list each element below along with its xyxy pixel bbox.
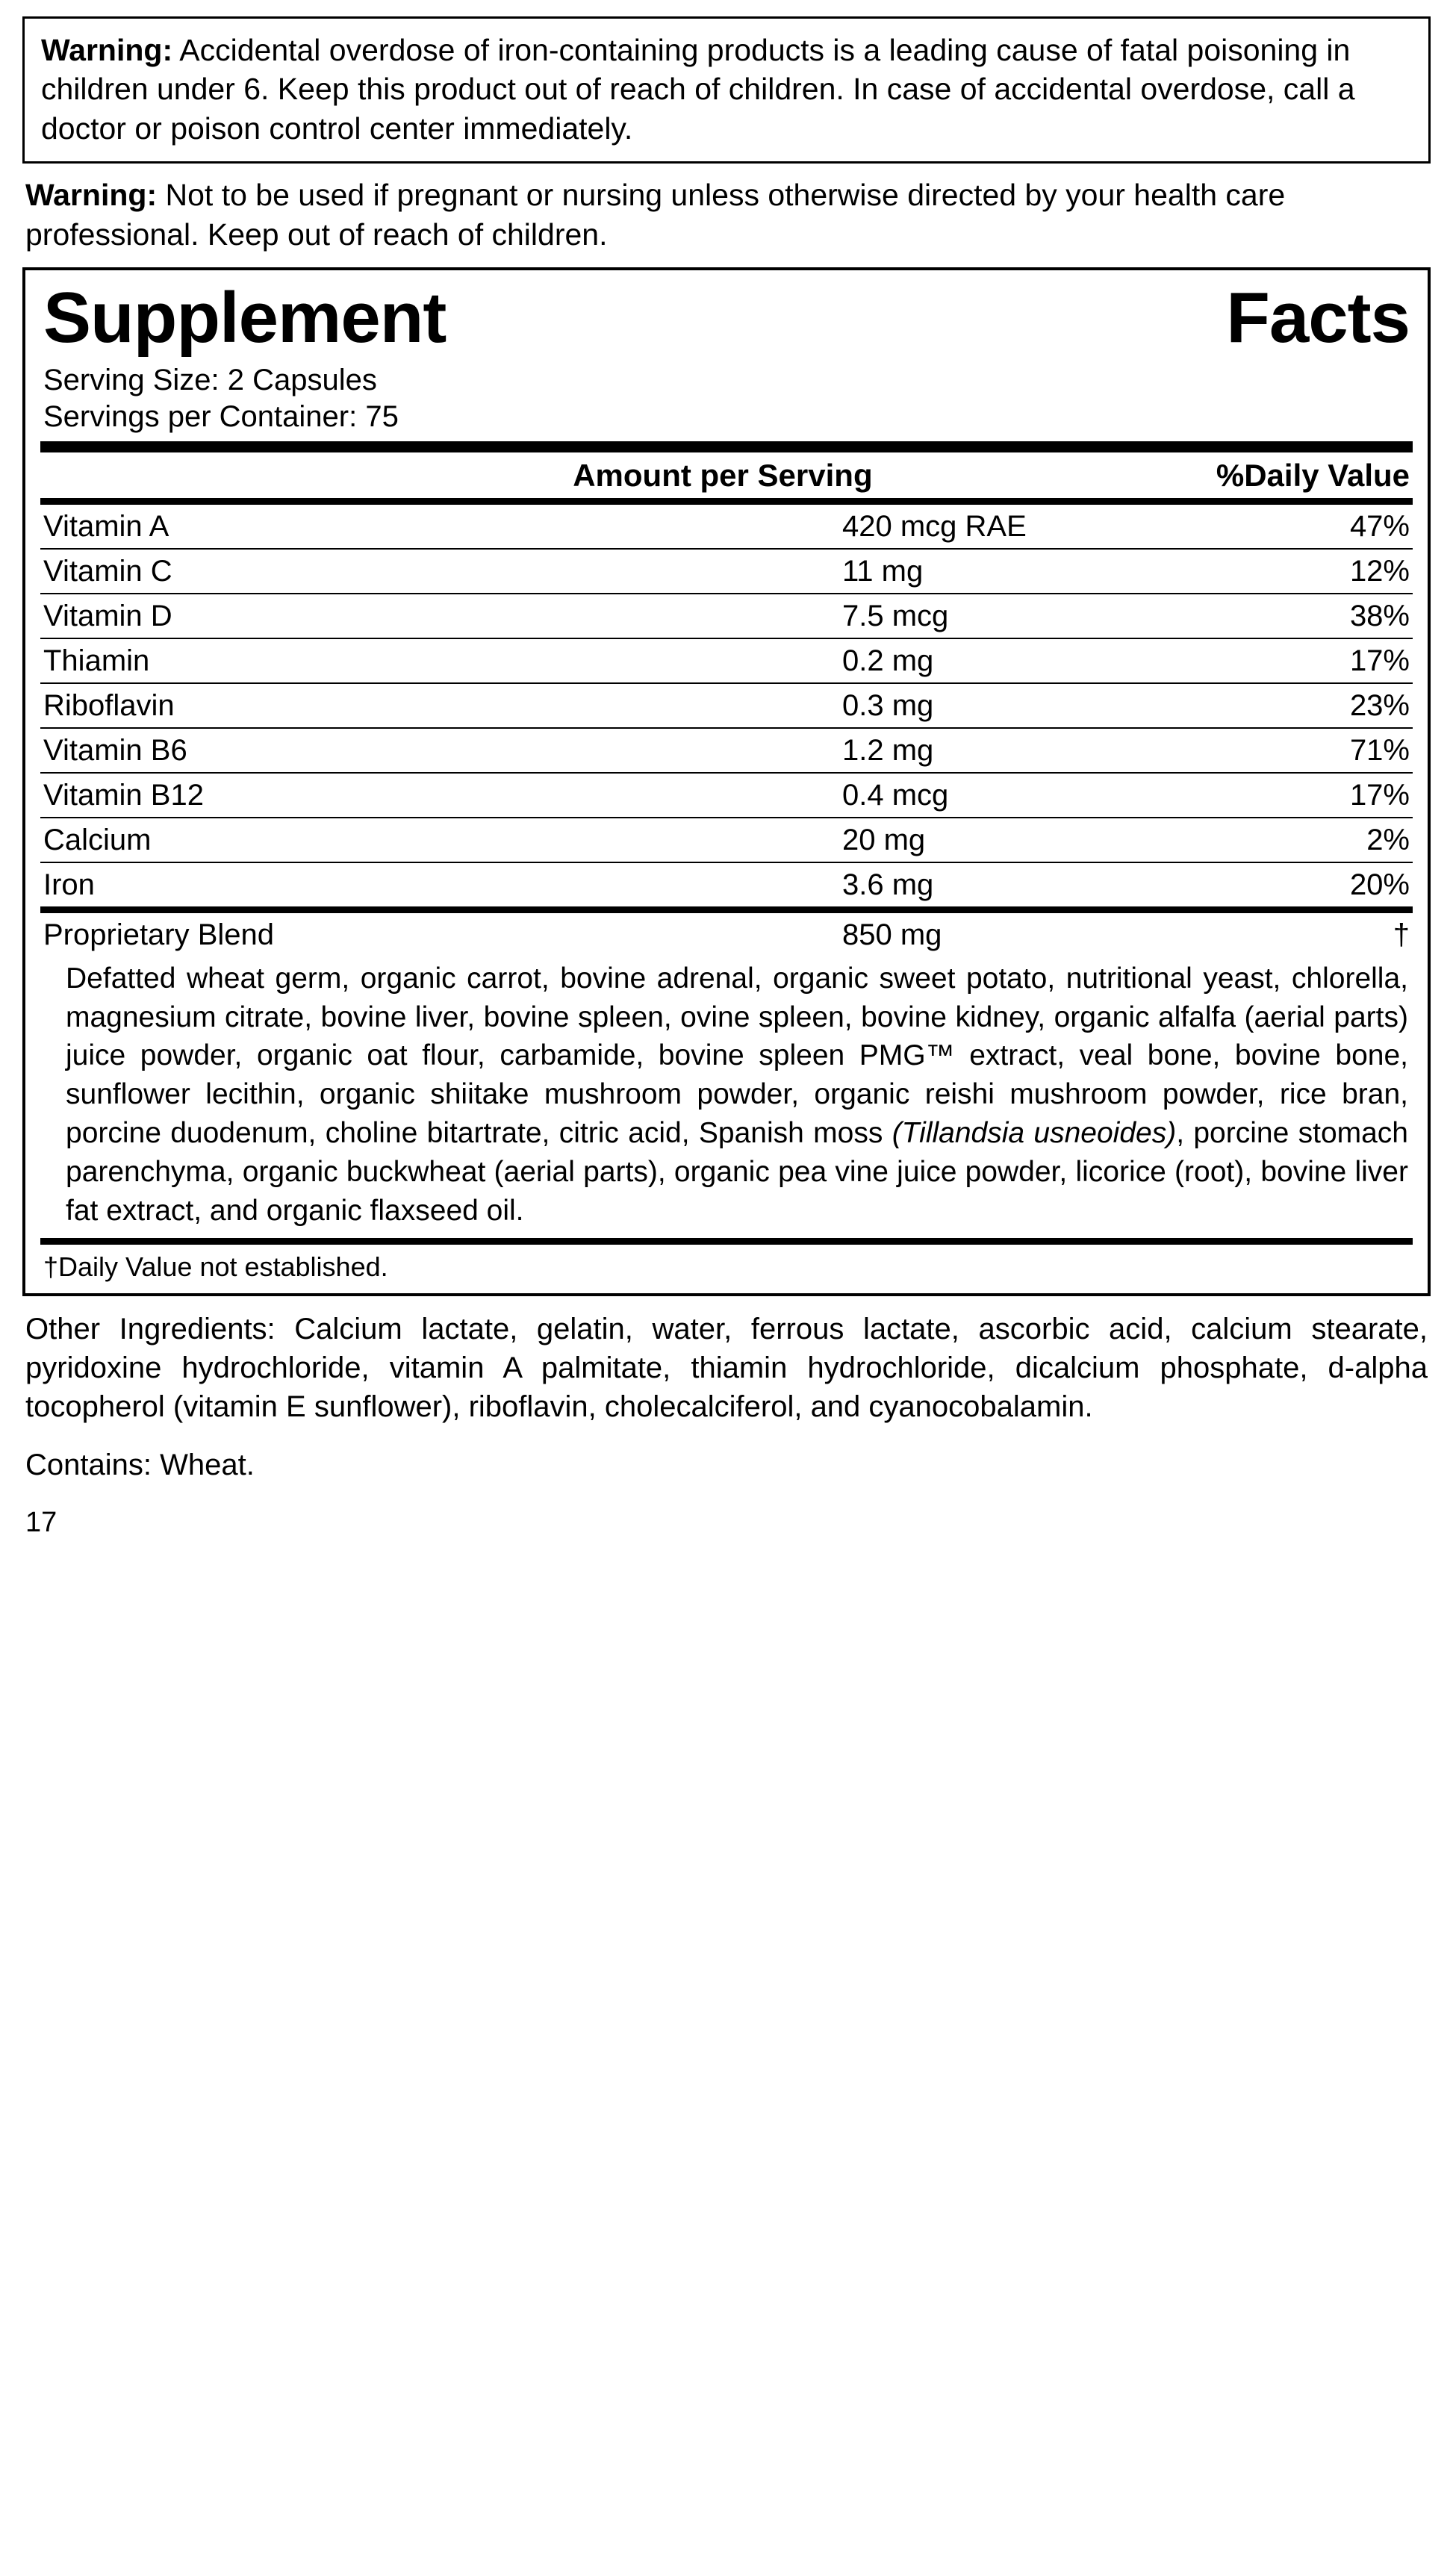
rule-below-blend [40, 1238, 1413, 1245]
page-number: 17 [25, 1506, 57, 1538]
nutrient-name: Calcium [40, 818, 842, 862]
nutrient-dv: 23% [1186, 683, 1413, 728]
blend-amount: 850 mg [842, 918, 942, 951]
nutrient-dv: 12% [1186, 549, 1413, 594]
nutrient-dv: 38% [1186, 594, 1413, 638]
header-amount-per-serving: Amount per Serving [573, 457, 873, 493]
rule-top [40, 441, 1413, 452]
nutrient-dv: 17% [1186, 638, 1413, 683]
nutrient-amount: 3.6 mg [842, 868, 934, 901]
nutrient-name: Vitamin D [40, 594, 842, 638]
warning-pregnancy-text [22, 175, 1431, 254]
nutrient-amount: 0.3 mg [842, 683, 1186, 728]
nutrient-name: Iron [43, 868, 95, 901]
rule-under-header [40, 498, 1413, 505]
other-ingredients: Other Ingredients: Calcium lactate, gelatin, water, ferrous lactate, ascorbic acid, calcium stearate, pyridoxine hydrochloride, vitamin A palmitate, thiamin hydrochloride, dicalcium phosphate, d-alpha tocopherol (vitamin E sunflower), riboflavin, cholecalciferol, and cyanocobalamin. [25, 1312, 1428, 1423]
blend-ingredients-list [40, 956, 1413, 1238]
nutrient-amount: 11 mg [842, 549, 1186, 594]
nutrient-name: Vitamin A [40, 505, 842, 549]
contains-statement: Contains: Wheat. [25, 1448, 255, 1481]
nutrient-name: Riboflavin [40, 683, 842, 728]
table-row [40, 594, 1413, 638]
servings-per-container: Servings per Container: 75 [43, 399, 399, 433]
supplement-facts-panel [22, 267, 1431, 1296]
table-row [40, 862, 1413, 906]
rule-above-blend [40, 906, 1413, 913]
warning-iron-body: Accidental overdose of iron-containing products is a leading cause of fatal poisoning in children under 6. Keep this product out of reach of children. In case of accidental overdose, call a doctor or poison control center immediately. [41, 33, 1355, 146]
blend-ingredients-post: , porcine stomach parenchyma, organic buckwheat (aerial parts), organic pea vine juice powder, licorice (root), bovine liver fat extract, and organic flaxseed oil. [66, 1117, 1409, 1227]
nutrient-amount: 420 mcg RAE [842, 505, 1186, 549]
table-row [40, 728, 1413, 773]
header-daily-value: %Daily Value [1216, 457, 1410, 493]
warning-pregnancy-label: Warning: [25, 178, 158, 213]
nutrient-amount: 20 mg [842, 818, 1186, 862]
table-row [40, 818, 1413, 862]
nutrient-dv: 47% [1186, 505, 1413, 549]
supplement-facts-title [40, 278, 1413, 361]
nutrient-name: Vitamin B6 [40, 728, 842, 773]
table-row [40, 773, 1413, 818]
blend-dv: † [1393, 918, 1410, 951]
blend-ingredients-pre: Defatted wheat germ, organic carrot, bovine adrenal, organic sweet potato, nutritional yeast, chlorella, magnesium citrate, bovine liver, bovine spleen, ovine spleen, bovine kidney, organic alfalfa (aerial parts) juice powder, organic oat flour, carbamide, bovine spleen PMG™ extract, veal bone, bovine bone, sunflower lecithin, organic shiitake mushroom powder, organic reishi mushroom powder, rice bran, porcine duodenum, choline bitartrate, citric acid, Spanish moss [66, 962, 1408, 1150]
warning-iron-label: Warning: [41, 33, 173, 67]
nutrient-dv: 17% [1186, 773, 1413, 818]
nutrient-amount: 0.4 mcg [842, 773, 1186, 818]
table-row [40, 505, 1413, 549]
nutrient-amount: 0.2 mg [842, 638, 1186, 683]
header-blank [40, 452, 48, 498]
table-row [40, 638, 1413, 683]
table-row [40, 549, 1413, 594]
serving-size: Serving Size: 2 Capsules [43, 364, 377, 397]
nutrient-name: Thiamin [40, 638, 842, 683]
nutrient-name: Vitamin B12 [40, 773, 842, 818]
nutrient-amount: 7.5 mcg [842, 594, 1186, 638]
nutrient-dv: 71% [1186, 728, 1413, 773]
proprietary-blend-row [40, 913, 1413, 956]
nutrient-amount: 1.2 mg [842, 728, 1186, 773]
warning-iron-text [41, 31, 1412, 148]
supplement-facts-title-right: Facts [1226, 278, 1410, 358]
warning-box-iron [22, 16, 1431, 164]
table-header-row [40, 452, 1413, 498]
blend-ingredients-latin-name: (Tillandsia usneoides) [892, 1117, 1177, 1150]
table-row [40, 683, 1413, 728]
blend-name: Proprietary Blend [43, 918, 275, 951]
nutrient-dv: 2% [1186, 818, 1413, 862]
nutrient-dv: 20% [1349, 868, 1410, 901]
table-row [40, 913, 1413, 956]
warning-pregnancy-body: Not to be used if pregnant or nursing unless otherwise directed by your health care professional. Keep out of reach of children. [25, 178, 1286, 252]
supplement-facts-title-left: Supplement [43, 278, 447, 358]
nutrient-rows [40, 505, 1413, 906]
daily-value-footnote: †Daily Value not established. [43, 1251, 388, 1282]
nutrition-table [40, 452, 1413, 498]
nutrient-name: Vitamin C [40, 549, 842, 594]
